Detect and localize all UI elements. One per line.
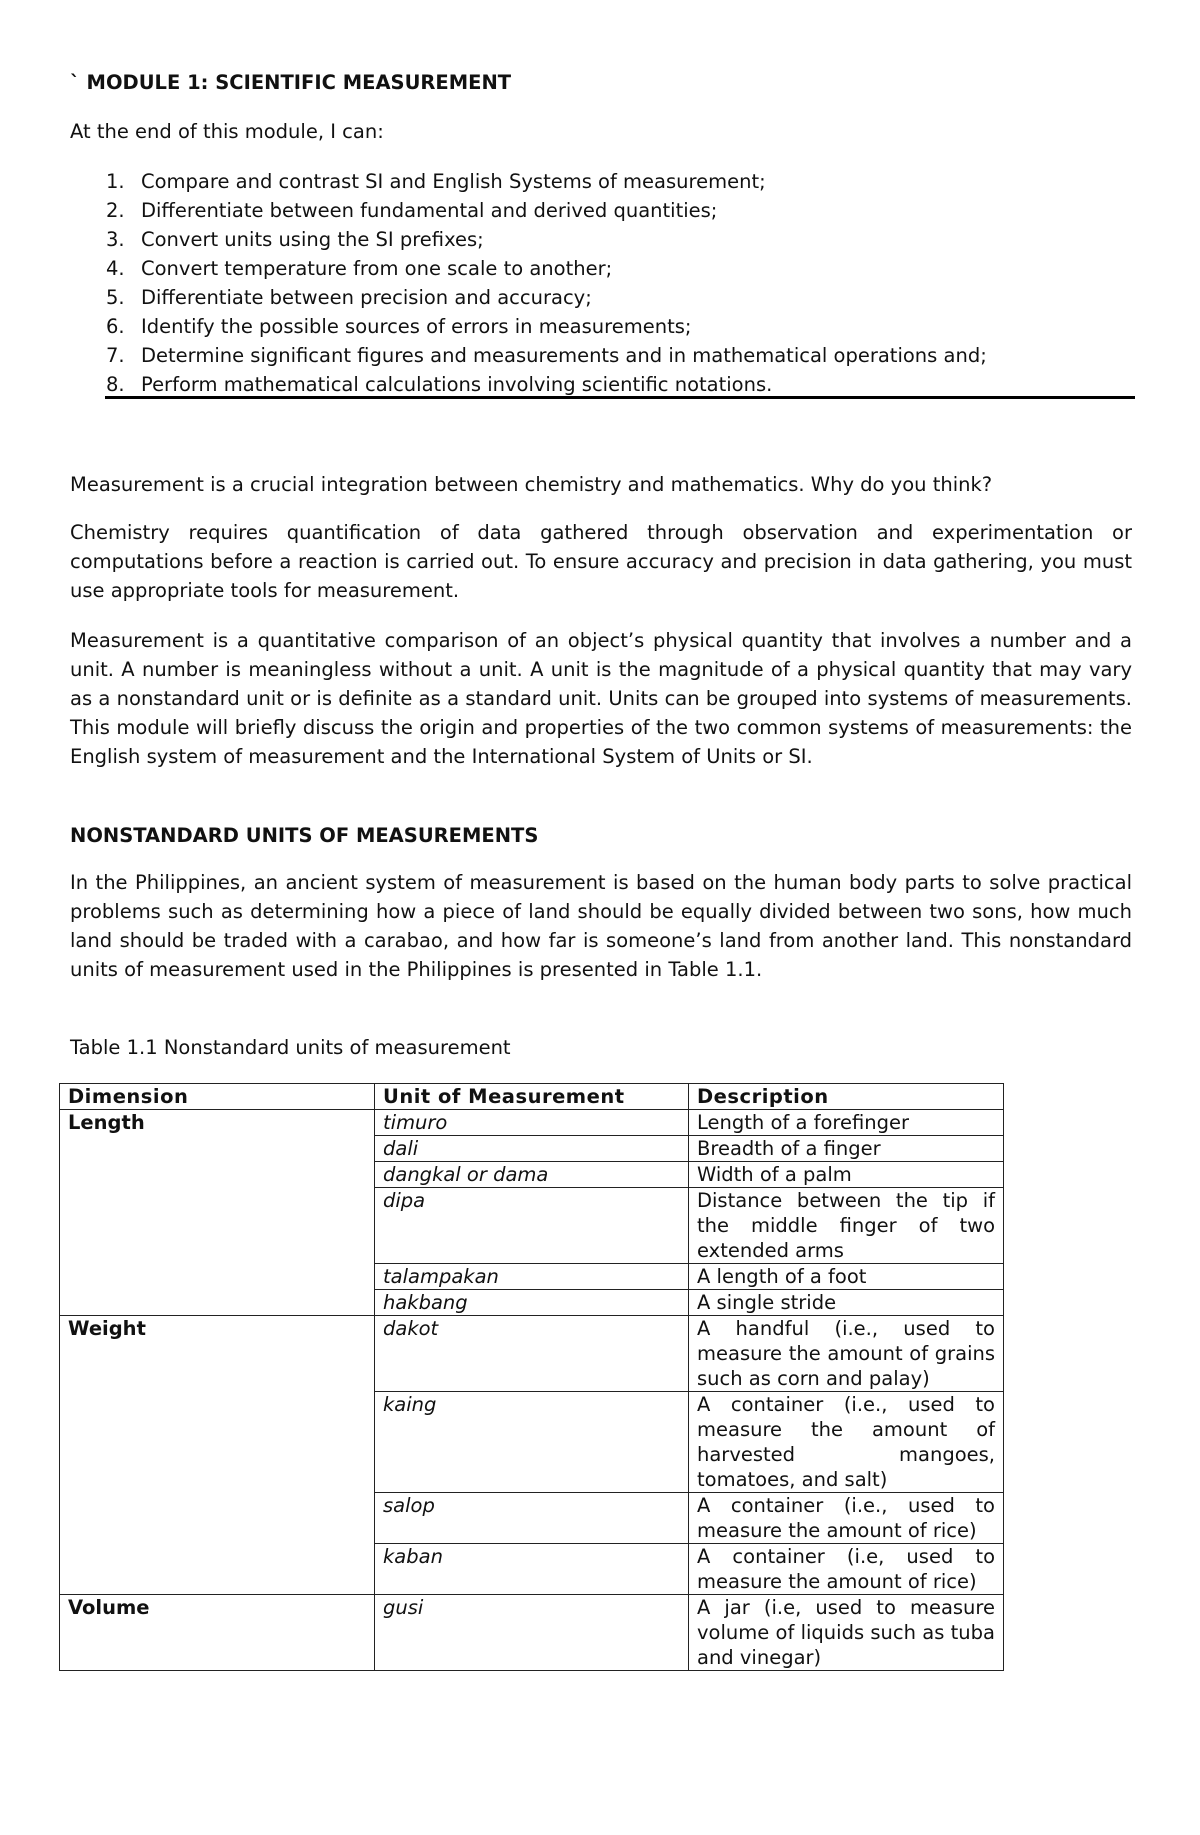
objective-item (70, 312, 1140, 341)
table-row (60, 1316, 1004, 1392)
cell-dimension (60, 1136, 375, 1162)
objective-item (70, 196, 1140, 225)
table-header-row (60, 1084, 1004, 1110)
cell-unit: dipa (375, 1188, 689, 1264)
objective-text: Convert temperature from one scale to another; (141, 257, 613, 280)
objective-number: 5. (106, 286, 125, 309)
cell-unit: timuro (375, 1110, 689, 1136)
objective-item (70, 225, 1140, 254)
cell-dimension (60, 1162, 375, 1188)
cell-dimension: Weight (60, 1316, 375, 1392)
objective-item (70, 254, 1140, 283)
cell-dimension: Volume (60, 1595, 375, 1671)
objective-text: Convert units using the SI prefixes; (141, 228, 484, 251)
section-heading: NONSTANDARD UNITS OF MEASUREMENTS (70, 824, 539, 847)
cell-description: Width of a palm (689, 1162, 1004, 1188)
table-row (60, 1110, 1004, 1136)
objective-text: Differentiate between fundamental and derived quantities; (141, 199, 718, 222)
objective-text: Perform mathematical calculations involving scientific notations. (141, 373, 773, 396)
cell-description: A container (i.e., used to measure the amount of harvested mangoes, tomatoes, and salt) (689, 1392, 1004, 1493)
cell-dimension (60, 1188, 375, 1264)
objective-number: 3. (106, 228, 125, 251)
cell-unit: salop (375, 1493, 689, 1544)
table-row (60, 1544, 1004, 1595)
cell-dimension: Length (60, 1110, 375, 1136)
objective-text: Compare and contrast SI and English Systems of measurement; (141, 170, 766, 193)
cell-unit: dangkal or dama (375, 1162, 689, 1188)
cell-description: A handful (i.e., used to measure the amount of grains such as corn and palay) (689, 1316, 1004, 1392)
paragraph-measurement: Measurement is a quantitative comparison of an object’s physical quantity that involves a number and a unit. A number is meaningless without a unit. A unit is the magnitude of a physical quantity that may vary as a nonstandard unit or is definite as a standard unit. Units can be grouped into systems of measurements. This module will briefly discuss the origin and properties of the two common systems of measurements: the English system of measurement and the International System of Units or SI. (70, 629, 1132, 768)
paragraph-chemistry: Chemistry requires quantification of data gathered through observation and experimentation or computations before a reaction is carried out. To ensure accuracy and precision in data gathering, you must use appropriate tools for measurement. (70, 521, 1132, 602)
cell-unit: dakot (375, 1316, 689, 1392)
cell-description: A length of a foot (689, 1264, 1004, 1290)
nonstandard-units-table (59, 1083, 1004, 1671)
cell-unit: talampakan (375, 1264, 689, 1290)
cell-description: A jar (i.e, used to measure volume of liquids such as tuba and vinegar) (689, 1595, 1004, 1671)
cell-unit: kaban (375, 1544, 689, 1595)
objective-item (70, 370, 1140, 399)
header-description: Description (689, 1084, 1004, 1110)
objective-number: 2. (106, 199, 125, 222)
objective-number: 7. (106, 344, 125, 367)
cell-description: Length of a forefinger (689, 1110, 1004, 1136)
table-caption: Table 1.1 Nonstandard units of measurement (70, 1036, 511, 1059)
cell-description: A container (i.e, used to measure the amount of rice) (689, 1544, 1004, 1595)
objective-number: 1. (106, 170, 125, 193)
cell-dimension (60, 1544, 375, 1595)
objectives-list (70, 167, 1140, 399)
table-row (60, 1290, 1004, 1316)
cell-description: A single stride (689, 1290, 1004, 1316)
objective-number: 8. (106, 373, 125, 396)
table-row (60, 1136, 1004, 1162)
cell-description: A container (i.e., used to measure the amount of rice) (689, 1493, 1004, 1544)
table-row (60, 1188, 1004, 1264)
objective-text: Identify the possible sources of errors in measurements; (141, 315, 692, 338)
table-row (60, 1595, 1004, 1671)
cell-dimension (60, 1392, 375, 1493)
objective-item (70, 341, 1140, 370)
objective-item (70, 283, 1140, 312)
table-row (60, 1162, 1004, 1188)
objective-number: 6. (106, 315, 125, 338)
objective-number: 4. (106, 257, 125, 280)
objective-item (70, 167, 1140, 196)
objective-text: Determine significant figures and measurements and in mathematical operations and; (141, 344, 987, 367)
paragraph-philippines: In the Philippines, an ancient system of measurement is based on the human body parts to solve practical problems such as determining how a piece of land should be equally divided between two sons, how much land should be traded with a carabao, and how far is someone’s land from another land. This nonstandard units of measurement used in the Philippines is presented in Table 1.1. (70, 871, 1132, 981)
cell-dimension (60, 1493, 375, 1544)
cell-description: Distance between the tip if the middle finger of two extended arms (689, 1188, 1004, 1264)
header-unit: Unit of Measurement (375, 1084, 689, 1110)
cell-unit: hakbang (375, 1290, 689, 1316)
cell-unit: dali (375, 1136, 689, 1162)
cell-description: Breadth of a finger (689, 1136, 1004, 1162)
cell-dimension (60, 1290, 375, 1316)
paragraph-question: Measurement is a crucial integration between chemistry and mathematics. Why do you think? (70, 473, 993, 496)
cell-dimension (60, 1264, 375, 1290)
table-row (60, 1264, 1004, 1290)
objectives-intro: At the end of this module, I can: (70, 120, 384, 143)
table-row (60, 1493, 1004, 1544)
cell-unit: kaing (375, 1392, 689, 1493)
module-title: ` MODULE 1: SCIENTIFIC MEASUREMENT (70, 71, 512, 94)
header-dimension: Dimension (60, 1084, 375, 1110)
cell-unit: gusi (375, 1595, 689, 1671)
objective-text: Differentiate between precision and accuracy; (141, 286, 592, 309)
table-row (60, 1392, 1004, 1493)
section-divider (105, 396, 1135, 399)
